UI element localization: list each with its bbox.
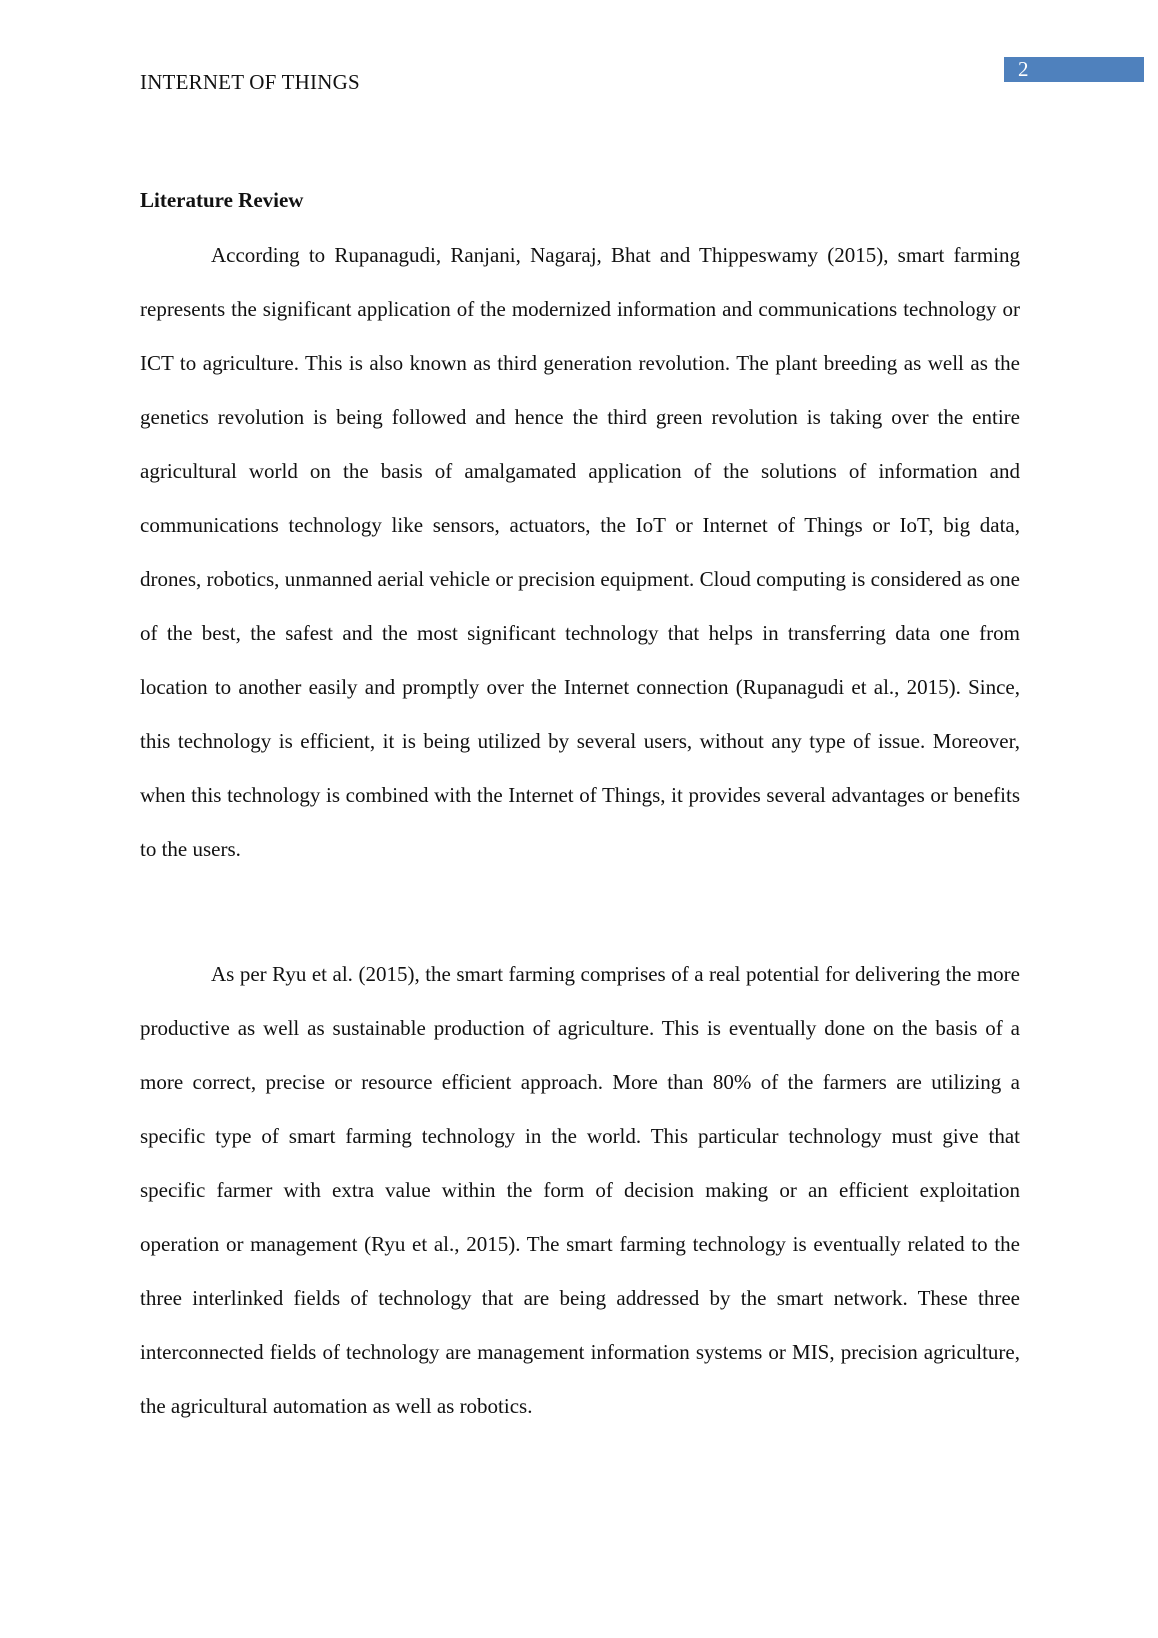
body-paragraph: As per Ryu et al. (2015), the smart farming comprises of a real potential for delivering the more productive as well as sustainable production of agriculture. This is eventually done on the basis of a more correct, precise or resource efficient approach. More than 80% of the farmers are utilizing a specific type of smart farming technology in the world. This particular technology must give that specific farmer with extra value within the form of decision making or an efficient exploitation operation or management (Ryu et al., 2015). The smart farming technology is eventually related to the three interlinked fields of technology that are being addressed by the smart network. These three interconnected fields of technology are management information systems or MIS, precision agriculture, the agricultural automation as well as robotics.	[140, 962, 1020, 1418]
body-paragraph: According to Rupanagudi, Ranjani, Nagaraj, Bhat and Thippeswamy (2015), smart farming represents the significant application of the modernized information and communications technology or ICT to agriculture. This is also known as third generation revolution. The plant breeding as well as the genetics revolution is being followed and hence the third green revolution is taking over the entire agricultural world on the basis of amalgamated application of the solutions of information and communications technology like sensors, actuators, the IoT or Internet of Things or IoT, big data, drones, robotics, unmanned aerial vehicle or precision equipment. Cloud computing is considered as one of the best, the safest and the most significant technology that helps in transferring data one from location to another easily and promptly over the Internet connection (Rupanagudi et al., 2015). Since, this technology is efficient, it is being utilized by several users, without any type of issue. Moreover, when this technology is combined with the Internet of Things, it provides several advantages or benefits to the users.	[140, 243, 1020, 861]
section-heading: Literature Review	[140, 188, 304, 212]
page-number: 2	[1018, 57, 1029, 81]
running-head: INTERNET OF THINGS	[140, 70, 360, 94]
page-number-box	[1004, 57, 1144, 82]
